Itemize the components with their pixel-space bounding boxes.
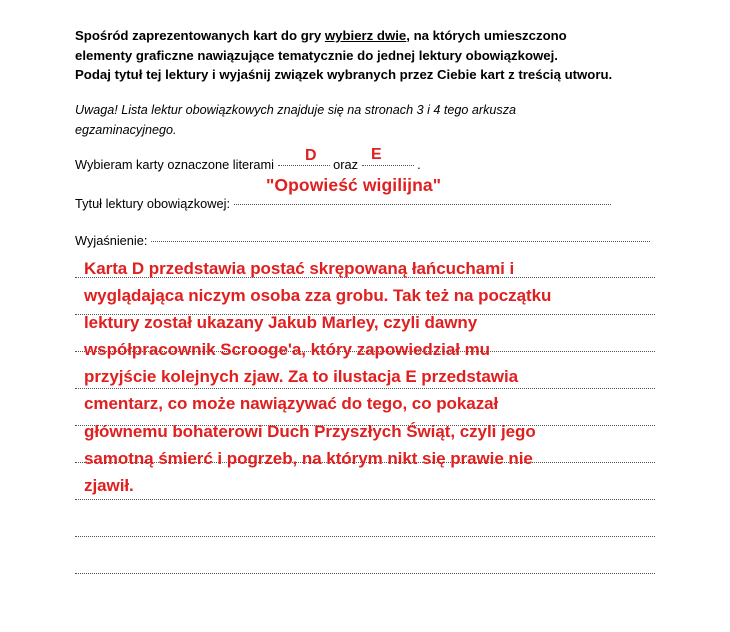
explanation-field-label: Wyjaśnienie: xyxy=(75,233,148,248)
exam-note xyxy=(75,100,655,140)
instruction-emphasis: wybierz dwie xyxy=(324,28,407,43)
answer-explanation-line: głównemu bohaterowi Duch Przyszłych Świąt, czyli jego xyxy=(84,421,536,441)
instruction-line-2: elementy graficzne nawiązujące tematycznie do jednej lektury obowiązkowej. xyxy=(75,47,558,63)
card-selection-terminator: . xyxy=(417,157,421,172)
card-selection-conjunction: oraz xyxy=(333,157,359,172)
explanation-rule-9[interactable] xyxy=(75,536,655,537)
answer-explanation-line: przyjście kolejnych zjaw. Za to ilustacja E przedstawia xyxy=(84,367,519,387)
answer-explanation-line: wyglądająca niczym osoba zza grobu. Tak też na początku xyxy=(84,286,552,306)
explanation-rule-8[interactable] xyxy=(75,499,655,500)
card-selection-label: Wybieram karty oznaczone literami xyxy=(75,157,275,172)
task-instruction xyxy=(75,26,675,85)
instruction-line-1-after: , na których umieszczono xyxy=(406,28,567,43)
card-blank-first[interactable] xyxy=(278,165,330,166)
answer-explanation-text xyxy=(84,255,664,499)
title-field-label: Tytuł lektury obowiązkowej: xyxy=(75,196,231,211)
instruction-line-3: Podaj tytuł tej lektury i wyjaśnij związek wybranych przez Ciebie kart z treścią utworu. xyxy=(75,67,613,82)
note-line-2: egzaminacyjnego. xyxy=(75,123,177,137)
answer-explanation-line: samotną śmierć i pogrzeb, na którym nikt się prawie nie xyxy=(84,448,533,468)
answer-second-card-letter: E xyxy=(371,146,382,163)
answer-first-card-letter: D xyxy=(305,147,317,164)
card-blank-second[interactable] xyxy=(362,165,414,166)
answer-explanation-line: Karta D przedstawia postać skrępowaną łańcuchami i xyxy=(84,259,515,278)
answer-book-title: "Opowieść wigilijna" xyxy=(266,175,442,195)
answer-explanation-line: cmentarz, co może nawiązywać do tego, co pokazał xyxy=(84,394,499,414)
card-selection-row xyxy=(75,157,655,172)
answer-explanation-line: współpracownik Scrooge'a, który zapowiedział mu xyxy=(84,340,491,360)
instruction-line-1-before: Spośród zaprezentowanych kart do gry xyxy=(75,28,325,43)
title-field-row xyxy=(75,196,655,211)
note-line-1: Uwaga! Lista lektur obowiązkowych znajduje się na stronach 3 i 4 tego arkusza xyxy=(75,103,517,117)
answer-explanation-line: zjawił. xyxy=(84,475,134,495)
explanation-rule-10[interactable] xyxy=(75,573,655,574)
explanation-field-row xyxy=(75,233,655,248)
explanation-blank-line-1[interactable] xyxy=(151,241,650,242)
answer-explanation-line: lektury został ukazany Jakub Marley, czyli dawny xyxy=(84,313,478,333)
title-field-blank[interactable] xyxy=(234,204,611,205)
